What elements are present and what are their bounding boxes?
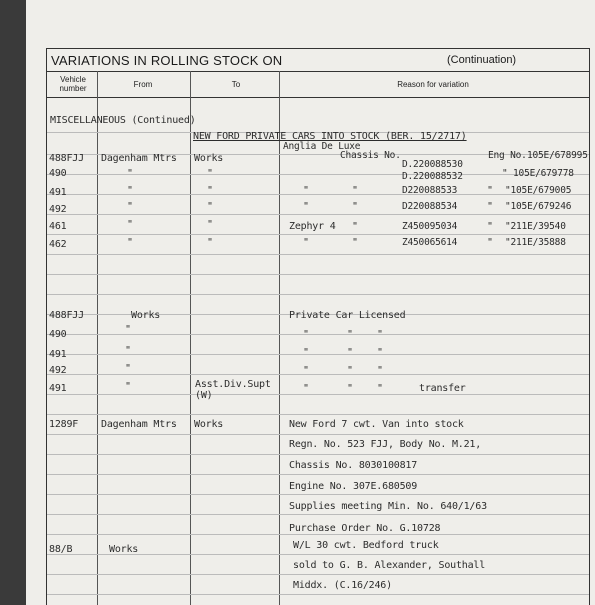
reason-ditto: ": [303, 329, 309, 340]
from-value: ": [125, 363, 131, 374]
reason-ditto: ": [347, 347, 353, 358]
engine-number: "105E/679246: [505, 201, 572, 212]
vehicle-number: 491: [49, 187, 67, 198]
vehicle-number: 488FJJ: [49, 153, 84, 164]
model-value: ": [352, 237, 358, 248]
section-heading: MISCELLANEOUS (Continued): [50, 115, 196, 126]
model-value: ": [352, 221, 358, 232]
col-reason: Reason for variation: [397, 80, 469, 89]
reason-ditto: ": [377, 329, 383, 340]
reason-line: Middx. (C.16/246): [293, 580, 392, 591]
model-value: ": [303, 201, 309, 212]
vehicle-number: 490: [49, 329, 67, 340]
col-from: From: [133, 80, 153, 89]
chassis-number: D.220088530: [402, 159, 463, 170]
to-value: ": [207, 219, 213, 230]
model-value: ": [303, 237, 309, 248]
chassis-label: Chassis No.: [340, 150, 401, 161]
to-value: ": [207, 168, 213, 179]
reason-ditto: ": [377, 347, 383, 358]
reason-ditto: ": [377, 383, 383, 394]
model-value: Zephyr 4: [289, 221, 336, 232]
model-value: ": [303, 185, 309, 196]
from-value: ": [127, 219, 133, 230]
from-value: ": [125, 324, 131, 335]
to-value: ": [207, 185, 213, 196]
reason-text: Private Car Licensed: [289, 310, 406, 321]
chassis-number: D220088534: [402, 201, 458, 212]
chassis-number: Z450065614: [402, 237, 458, 248]
reason-line: Purchase Order No. G.10728: [289, 523, 441, 534]
vehicle-number: 461: [49, 221, 67, 232]
reason-ditto: ": [347, 365, 353, 376]
from-value: ": [127, 168, 133, 179]
to-value: Works: [194, 419, 224, 430]
to-value: ": [207, 201, 213, 212]
column-divider: [279, 71, 280, 605]
column-divider: [190, 71, 191, 605]
reason-line: Chassis No. 8030100817: [289, 460, 418, 471]
chassis-number: D.220088532: [402, 171, 463, 182]
title-row: [47, 49, 589, 72]
engine-number: 105E/678995: [527, 150, 588, 161]
vehicle-number: 490: [49, 168, 67, 179]
column-divider: [97, 71, 98, 605]
reason-line: Regn. No. 523 FJJ, Body No. M.21,: [289, 439, 482, 450]
reason-ditto: ": [303, 383, 309, 394]
block1-heading: NEW FORD PRIVATE CARS INTO STOCK (BER. 15/2717): [193, 131, 467, 142]
reason-line: Supplies meeting Min. No. 640/1/63: [289, 501, 487, 512]
from-value: ": [127, 237, 133, 248]
from-value: ": [127, 185, 133, 196]
reason-line: W/L 30 cwt. Bedford truck: [293, 540, 439, 551]
vehicle-number: 491: [49, 349, 67, 360]
vehicle-number: 491: [49, 383, 67, 394]
reason-line: New Ford 7 cwt. Van into stock: [289, 419, 464, 430]
rolling-stock-form: [46, 48, 590, 605]
reason-ditto: ": [377, 365, 383, 376]
col-vehicle-number: Vehicle number: [59, 75, 87, 93]
to-value: ": [207, 237, 213, 248]
chassis-number: D220088533: [402, 185, 458, 196]
document-page: [26, 0, 595, 605]
reason-line: Engine No. 307E.680509: [289, 481, 418, 492]
vehicle-number: 488FJJ: [49, 310, 84, 321]
model-value: ": [352, 201, 358, 212]
model-value: ": [352, 185, 358, 196]
reason-ditto: ": [347, 383, 353, 394]
chassis-number: Z450095034: [402, 221, 458, 232]
engine-number: "211E/35888: [505, 237, 566, 248]
reason-text: transfer: [419, 383, 466, 394]
reason-ditto: ": [347, 329, 353, 340]
engine-number: "211E/39540: [505, 221, 566, 232]
from-value: Works: [109, 544, 139, 555]
engine-number: " 105E/679778: [502, 168, 574, 179]
form-title: VARIATIONS IN ROLLING STOCK ON: [51, 53, 283, 68]
reason-ditto: ": [303, 347, 309, 358]
eng-label: Eng No.: [488, 150, 527, 161]
from-value: Dagenham Mtrs: [101, 153, 177, 164]
vehicle-number: 462: [49, 239, 67, 250]
to-value: Works: [194, 153, 224, 164]
continuation-label: (Continuation): [447, 54, 517, 66]
engine-number: "105E/679005: [505, 185, 572, 196]
from-value: Dagenham Mtrs: [101, 419, 177, 430]
eng-ditto: ": [487, 201, 493, 212]
vehicle-number: 1289F: [49, 419, 79, 430]
reason-line: sold to G. B. Alexander, Southall: [293, 560, 486, 571]
eng-ditto: ": [487, 221, 493, 232]
vehicle-number: 88/B: [49, 544, 73, 555]
from-value: ": [127, 201, 133, 212]
vehicle-number: 492: [49, 204, 67, 215]
reason-ditto: ": [303, 365, 309, 376]
eng-ditto: ": [487, 237, 493, 248]
col-to: To: [231, 80, 241, 89]
eng-ditto: ": [487, 185, 493, 196]
to-value: Asst.Div.Supt (W): [195, 379, 271, 401]
from-value: ": [125, 345, 131, 356]
from-value: ": [125, 381, 131, 392]
vehicle-number: 492: [49, 365, 67, 376]
model-label: Anglia De Luxe: [283, 141, 361, 152]
from-value: Works: [131, 310, 161, 321]
